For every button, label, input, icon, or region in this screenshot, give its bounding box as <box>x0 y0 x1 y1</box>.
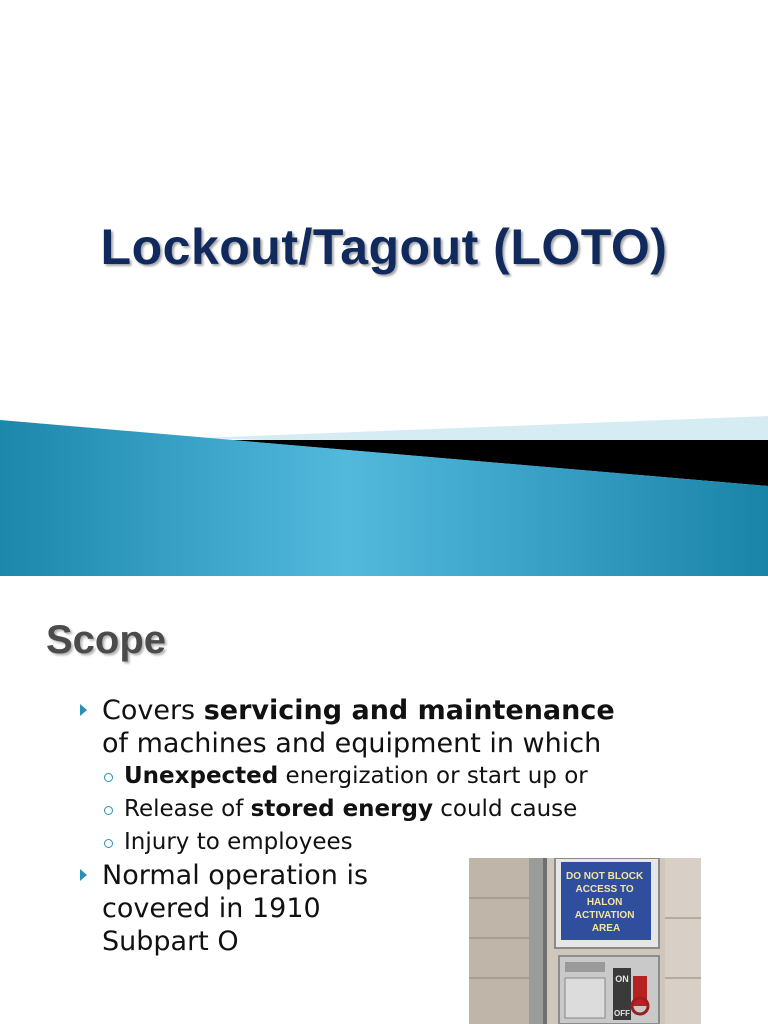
bullet-covers <box>80 694 640 760</box>
sub-bullet-release <box>80 793 640 826</box>
sign-line: AREA <box>591 923 621 934</box>
sign-line: ACTIVATION <box>574 910 635 921</box>
banner-light-stripe <box>200 416 768 440</box>
bullet-text: Normal operation is covered in 1910 Subpart O <box>102 860 369 957</box>
sub-bullet-text: energization or start up or <box>278 763 588 789</box>
bullet-text: Covers <box>102 695 204 726</box>
scope-heading: Scope <box>46 618 167 662</box>
sub-bullet-injury <box>80 826 640 859</box>
ring-bullet-icon <box>104 806 113 815</box>
sub-bullet-bold-text: Unexpected <box>124 763 279 789</box>
ring-bullet-icon <box>104 773 113 782</box>
bullet-text: of machines and equipment in which <box>102 728 602 759</box>
sub-bullet-text: Injury to employees <box>124 829 353 855</box>
sub-bullet-text: Release of <box>124 796 251 822</box>
bullet-normal-operation <box>80 859 402 958</box>
ring-bullet-icon <box>104 839 113 848</box>
halon-panel-photo <box>469 858 701 1024</box>
decorative-banner <box>0 410 768 576</box>
sign-line: ACCESS TO <box>575 884 634 895</box>
bullet-bold-text: servicing and maintenance <box>203 695 615 726</box>
arrow-bullet-icon <box>80 869 87 881</box>
switch-off-label: OFF <box>614 1009 630 1018</box>
sub-bullet-unexpected <box>80 760 640 793</box>
slide-scope <box>0 576 768 1024</box>
switch-on-label: ON <box>615 974 629 984</box>
sub-bullet-text: could cause <box>432 796 578 822</box>
arrow-bullet-icon <box>80 704 87 716</box>
slide-title-heading: Lockout/Tagout (LOTO) <box>100 219 668 275</box>
sign-line: HALON <box>586 897 623 908</box>
sign-line: DO NOT BLOCK <box>566 871 644 882</box>
sub-bullet-bold-text: stored energy <box>250 796 433 822</box>
